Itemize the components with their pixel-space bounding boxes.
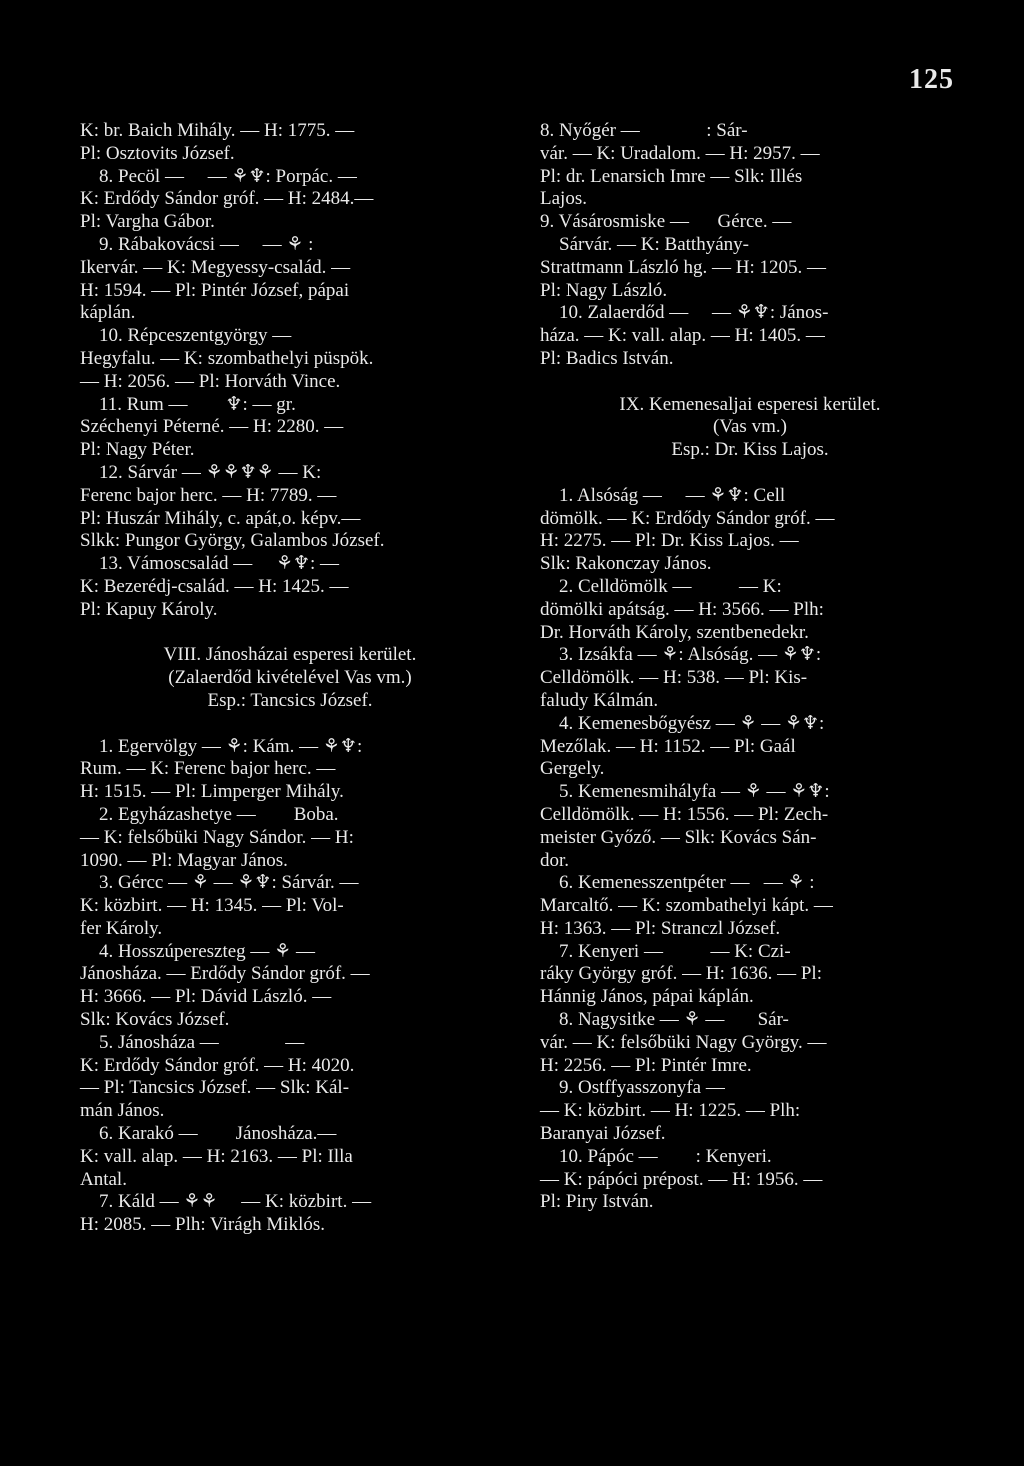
text-line: 9. Vásárosmiske — Gérce. — [540, 211, 792, 233]
text-line: Slk: Rakonczay János. [540, 553, 712, 575]
text-line: mán János. [80, 1100, 165, 1122]
text-line: Pl: Vargha Gábor. [80, 211, 215, 233]
text-line: H: 2256. — Pl: Pintér Imre. [540, 1054, 752, 1076]
text-line: 1090. — Pl: Magyar János. [80, 849, 288, 871]
text-line: Antal. [80, 1168, 127, 1190]
text-line: Pl: Badics István. [540, 347, 674, 369]
text-line: — K: közbirt. — H: 1225. — Plh: [540, 1100, 801, 1122]
text-line: VIII. Jánosházai esperesi kerület. [163, 644, 417, 666]
text-line: 3. Izsákfa — ⚘: Alsóság. — ⚘♆: [540, 644, 822, 666]
text-line: K: br. Baich Mihály. — H: 1775. — [80, 120, 355, 141]
text-line: 10. Zalaerdőd — — ⚘♆: János- [540, 302, 829, 324]
text-line: 11. Rum — ♆: — gr. [80, 393, 296, 415]
text-line: — K: pápóci prépost. — H: 1956. — [540, 1168, 823, 1190]
text-line: K: Bezerédj-család. — H: 1425. — [80, 575, 349, 597]
text-line: 6. Kemenesszentpéter — — ⚘ : [540, 872, 815, 894]
text-line: 10. Pápóc — : Kenyeri. [540, 1145, 772, 1167]
text-line: Hánnig János, pápai káplán. [540, 986, 754, 1008]
text-line: 8. Pecöl — — ⚘♆: Porpác. — [80, 165, 357, 187]
right-column [540, 120, 960, 1214]
text-line: K: vall. alap. — H: 2163. — Pl: Illa [80, 1145, 353, 1167]
text-line: (Zalaerdőd kivételével Vas vm.) [168, 667, 412, 689]
text-line: (Vas vm.) [713, 416, 787, 438]
text-line: Sárvár. — K: Batthyány- [540, 233, 749, 255]
text-line: Slk: Kovács József. [80, 1009, 230, 1031]
text-line: Pl: Huszár Mihály, c. apát,o. képv.— [80, 507, 361, 529]
text-line: meister Győző. — Slk: Kovács Sán- [540, 826, 817, 848]
text-line: IX. Kemenesaljai esperesi kerület. [619, 393, 881, 415]
text-line: 8. Nyőgér — : Sár- [540, 120, 748, 141]
text-line: 8. Nagysitke — ⚘ — Sár- [540, 1009, 789, 1031]
text-line: K: Erdődy Sándor gróf. — H: 4020. [80, 1054, 355, 1076]
text-line: — Pl: Tancsics József. — Slk: Kál- [80, 1077, 350, 1099]
text-line: H: 1363. — Pl: Stranczl József. [540, 917, 781, 939]
text-line: Ikervár. — K: Megyessy-család. — [80, 256, 351, 278]
text-line: Gergely. [540, 758, 605, 780]
text-line: Pl: Nagy László. [540, 279, 668, 301]
text-line: Hegyfalu. — K: szombathelyi püspök. [80, 347, 374, 369]
text-line: Lajos. [540, 188, 587, 210]
text-line: 7. Kenyeri — — K: Czi- [540, 940, 791, 962]
page-number: 125 [909, 64, 954, 95]
text-line: Celldömölk. — H: 538. — Pl: Kis- [540, 667, 808, 689]
text-line: 10. Répceszentgyörgy — [80, 325, 292, 347]
text-line: 3. Gércc — ⚘ — ⚘♆: Sárvár. — [80, 872, 359, 894]
text-line: dömölki apátság. — H: 3566. — Plh: [540, 598, 824, 620]
text-line: vár. — K: felsőbüki Nagy György. — [540, 1031, 827, 1053]
text-line: 5. Jánosháza — — [80, 1031, 305, 1053]
text-line [80, 713, 500, 736]
text-line: H: 1594. — Pl: Pintér József, pápai [80, 279, 350, 301]
text-line: 9. Ostffyasszonyfa — [540, 1077, 725, 1099]
text-line: — K: felsőbüki Nagy Sándor. — H: [80, 826, 354, 848]
text-line: Pl: Kapuy Károly. [80, 598, 218, 620]
text-line: Ferenc bajor herc. — H: 7789. — [80, 484, 337, 506]
text-line: Széchenyi Péterné. — H: 2280. — [80, 416, 344, 438]
text-line: Celldömölk. — H: 1556. — Pl: Zech- [540, 803, 829, 825]
text-line: Slkk: Pungor György, Galambos József. [80, 530, 385, 552]
text-line: 2. Egyházashetye — Boba. [80, 803, 339, 825]
text-line [80, 622, 500, 645]
text-line: K: közbirt. — H: 1345. — Pl: Vol- [80, 895, 344, 917]
text-line: Dr. Horváth Károly, szentbenedekr. [540, 621, 809, 643]
text-line: 6. Karakó — Jánosháza.— [80, 1123, 337, 1145]
text-line: Pl: Piry István. [540, 1191, 654, 1213]
text-line: dömölk. — K: Erdődy Sándor gróf. — [540, 507, 835, 529]
text-line: 12. Sárvár — ⚘⚘♆⚘ — K: [80, 461, 322, 483]
text-line: 4. Hosszúpereszteg — ⚘ — [80, 940, 315, 962]
text-line: Strattmann László hg. — H: 1205. — [540, 256, 827, 278]
text-line: ráky György gróf. — H: 1636. — Pl: [540, 963, 822, 985]
text-line: H: 3666. — Pl: Dávid László. — [80, 986, 332, 1008]
text-line: vár. — K: Uradalom. — H: 2957. — [540, 142, 820, 164]
text-line: 9. Rábakovácsi — — ⚘ : [80, 233, 314, 255]
text-line: dor. [540, 849, 570, 871]
text-line: Pl: Osztovits József. [80, 142, 235, 164]
text-line: Rum. — K: Ferenc bajor herc. — [80, 758, 336, 780]
text-line: Baranyai József. [540, 1123, 666, 1145]
text-line: H: 1515. — Pl: Limperger Mihály. [80, 781, 344, 803]
text-line: 7. Káld — ⚘⚘ — K: közbirt. — [80, 1191, 372, 1213]
text-line: Esp.: Dr. Kiss Lajos. [671, 439, 829, 461]
text-line: káplán. [80, 302, 136, 324]
text-line: 1. Egervölgy — ⚘: Kám. — ⚘♆: [80, 735, 363, 757]
text-line: H: 2275. — Pl: Dr. Kiss Lajos. — [540, 530, 799, 552]
text-line: — H: 2056. — Pl: Horváth Vince. [80, 370, 341, 392]
text-line: Mezőlak. — H: 1152. — Pl: Gaál [540, 735, 796, 757]
text-line: 5. Kemenesmihályfa — ⚘ — ⚘♆: [540, 781, 830, 803]
text-line: 1. Alsóság — — ⚘♆: Cell [540, 484, 786, 506]
text-line: Pl: Nagy Péter. [80, 439, 195, 461]
text-line: fer Károly. [80, 917, 163, 939]
text-line: háza. — K: vall. alap. — H: 1405. — [540, 325, 825, 347]
text-line [540, 462, 960, 485]
text-line: K: Erdődy Sándor gróf. — H: 2484.— [80, 188, 374, 210]
text-line [540, 371, 960, 394]
text-line: Esp.: Tancsics József. [207, 689, 373, 711]
text-line: 4. Kemenesbőgyész — ⚘ — ⚘♆: [540, 712, 825, 734]
text-line: H: 2085. — Plh: Virágh Miklós. [80, 1214, 325, 1236]
text-line: Pl: dr. Lenarsich Imre — Slk: Illés [540, 165, 803, 187]
text-line: Marcaltő. — K: szombathelyi kápt. — [540, 895, 833, 917]
text-line: 13. Vámoscsalád — ⚘♆: — [80, 553, 340, 575]
left-column [80, 120, 500, 1237]
text-line: 2. Celldömölk — — K: [540, 575, 782, 597]
text-line: faludy Kálmán. [540, 689, 659, 711]
text-line: Jánosháza. — Erdődy Sándor gróf. — [80, 963, 370, 985]
